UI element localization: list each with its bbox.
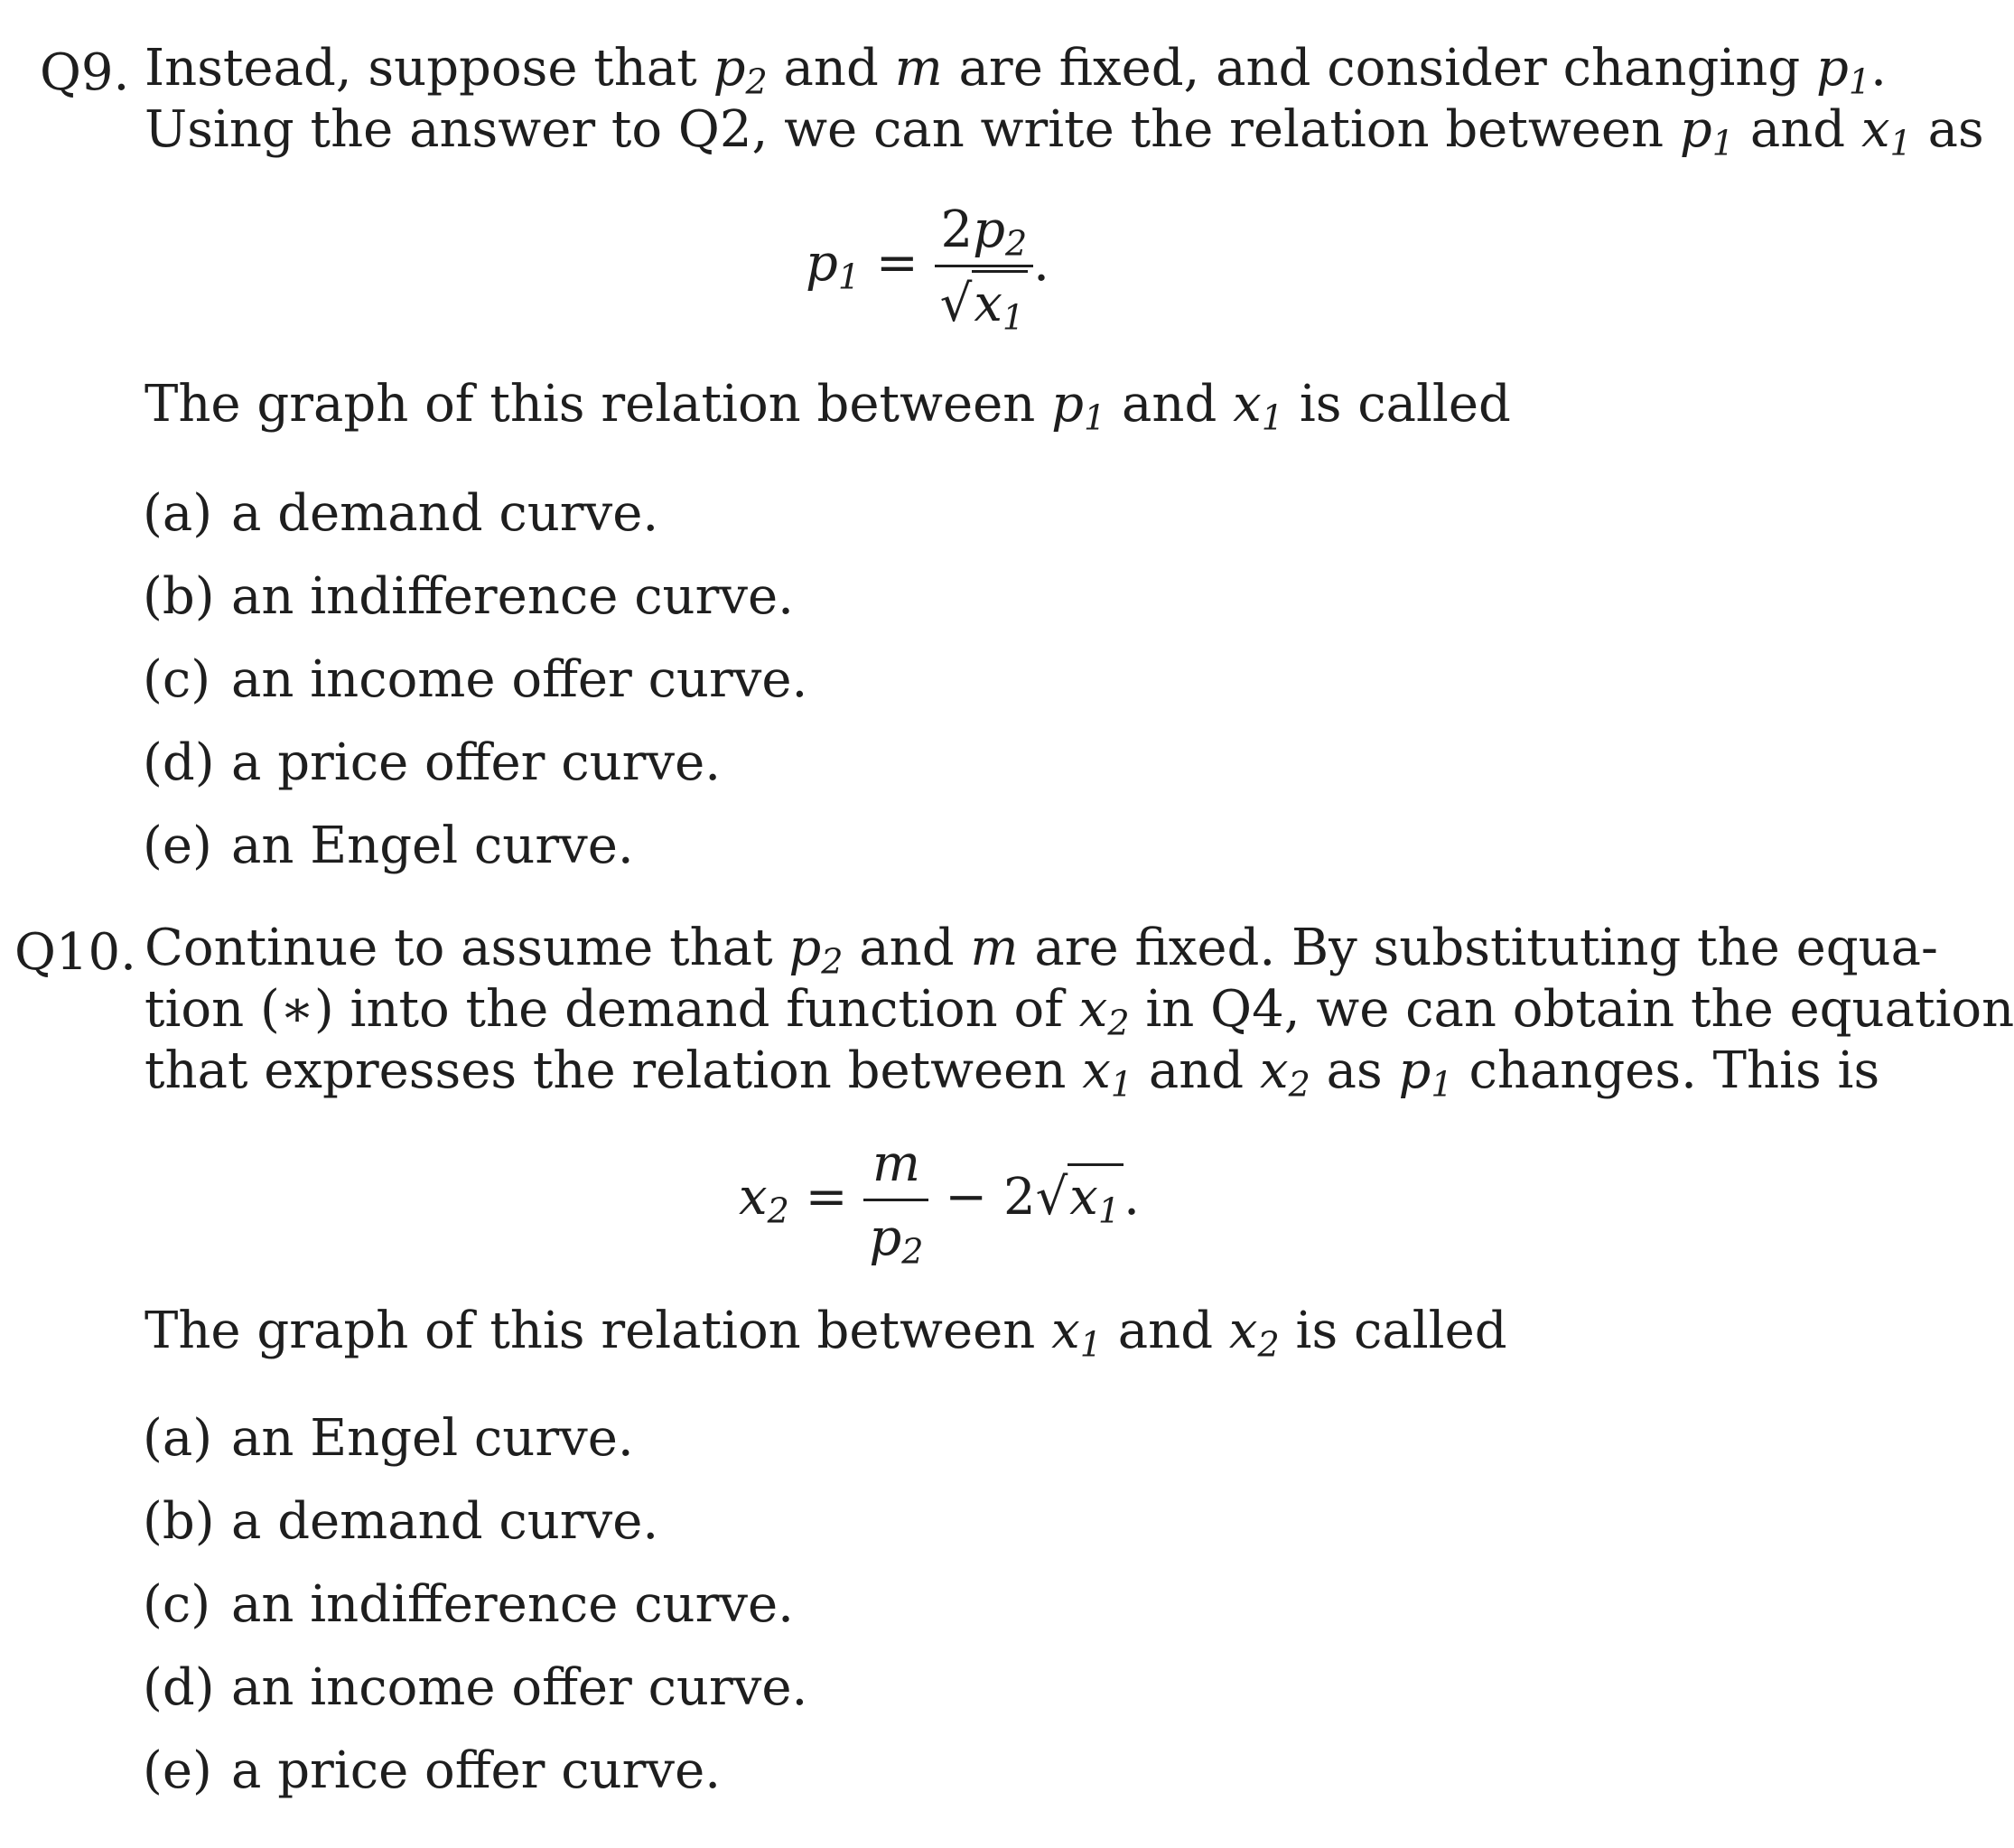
question-number: Q9. — [40, 43, 130, 102]
q9-equation: $p_1$ = $\frac{2p_2}{√x_1}$ . — [806, 201, 1049, 338]
q10-option-a[interactable]: (a) an Engel curve. — [143, 1409, 634, 1468]
fraction: $\frac{m}{p_2}$ — [863, 1134, 928, 1267]
q10-equation: $x_2$ = $\frac{m}{p_2}$ − $2√x_1$. — [739, 1134, 1140, 1272]
q10-option-b[interactable]: (b) a demand curve. — [143, 1492, 659, 1551]
question-number: Q10. — [14, 923, 136, 982]
q10-option-e[interactable]: (e) a price offer curve. — [143, 1741, 722, 1800]
q10-prompt: The graph of this relation between $x_1$ and $x_2$ is called — [145, 1302, 1507, 1365]
q9-option-c[interactable]: (c) an income offer curve. — [143, 650, 808, 709]
fraction: $\frac{2p_2}{√x_1}$ — [935, 201, 1034, 333]
q9-line-2: Using the answer to Q2, we can write the relation between $p_1$ and $x_1$ as — [145, 100, 1984, 163]
q9-option-b[interactable]: (b) an indifference curve. — [143, 567, 794, 626]
q10-line-3: that expresses the relation between $x_1$ and $x_2$ as $p_1$ changes. This is — [145, 1041, 1880, 1105]
q9-line-1: Instead, suppose that $p_2$ and m are fixed, and consider changing $p_1$. — [145, 39, 1887, 102]
q10-line-1: Continue to assume that $p_2$ and m are fixed. By substituting the equa- — [145, 919, 1938, 982]
q10-option-c[interactable]: (c) an indifference curve. — [143, 1575, 794, 1634]
q9-option-a[interactable]: (a) a demand curve. — [143, 484, 659, 543]
q10-line-2: tion (∗) into the demand function of $x_2$ in Q4, we can obtain the equation — [145, 980, 2014, 1043]
q9-option-e[interactable]: (e) an Engel curve. — [143, 817, 634, 875]
q10-option-d[interactable]: (d) an income offer curve. — [143, 1658, 808, 1717]
q9-prompt: The graph of this relation between $p_1$ and $x_1$ is called — [145, 375, 1511, 438]
q9-option-d[interactable]: (d) a price offer curve. — [143, 733, 722, 792]
